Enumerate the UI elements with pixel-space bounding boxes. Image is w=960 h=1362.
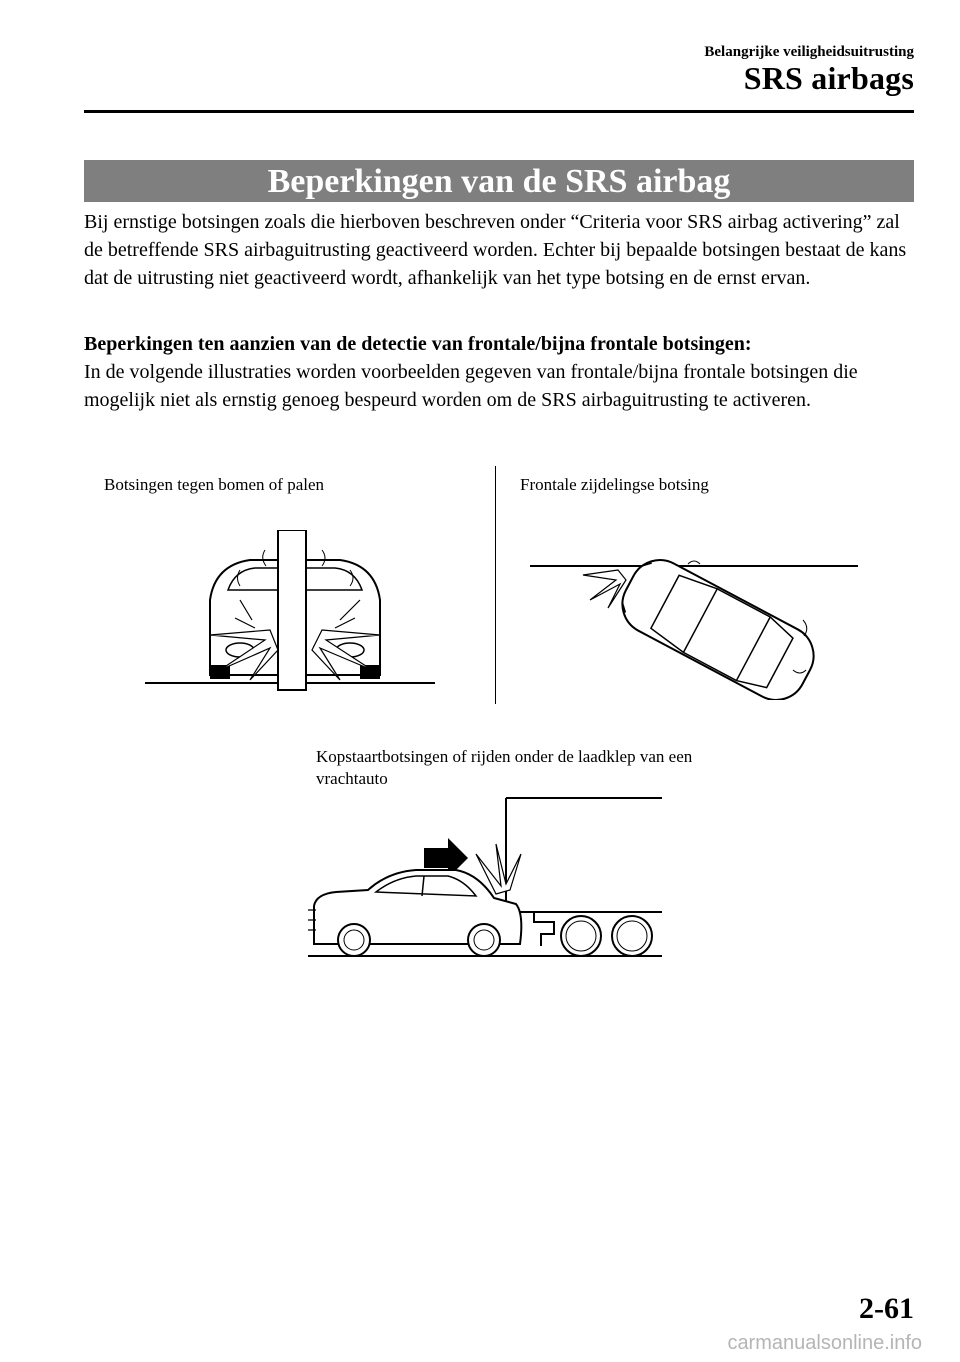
section-banner: Beperkingen van de SRS airbag <box>84 160 914 202</box>
watermark: carmanualsonline.info <box>727 1332 922 1354</box>
truck-underride-illustration <box>306 794 666 964</box>
page-number: 2-61 <box>859 1292 914 1325</box>
header-rule <box>84 110 914 113</box>
illustration-divider <box>495 466 496 704</box>
caption-pole-collision: Botsingen tegen bomen of palen <box>104 475 325 494</box>
limitations-paragraph: In de volgende illustraties worden voorbeelden gegeven van frontale/bijna frontale botsingen die mogelijk niet als ernstig genoeg bespeurd worden om de SRS airbaguitrusting te activeren. <box>84 361 858 411</box>
caption-oblique-collision: Frontale zijdelingse botsing <box>520 475 709 494</box>
limitations-heading: Beperkingen ten aanzien van de detectie van frontale/bijna frontale botsingen: <box>84 333 752 355</box>
header-section-title: SRS airbags <box>743 60 914 96</box>
intro-paragraph: Bij ernstige botsingen zoals die hierboven beschreven onder “Criteria voor SRS airbag activering” zal de betreffende SRS airbaguitrusting geactiveerd worden. Echter bij bepaalde botsingen bestaat de kans dat de uitrusting niet geactiveerd wordt, afhankelijk van het type botsing en de ernst ervan. <box>84 211 907 289</box>
oblique-collision-illustration <box>528 550 860 700</box>
caption-truck-underride: Kopstaartbotsingen of rijden onder de laadklep van een vrachtauto <box>316 747 693 788</box>
pole-collision-illustration <box>140 530 440 700</box>
header-chapter: Belangrijke veiligheidsuitrusting <box>704 44 914 60</box>
